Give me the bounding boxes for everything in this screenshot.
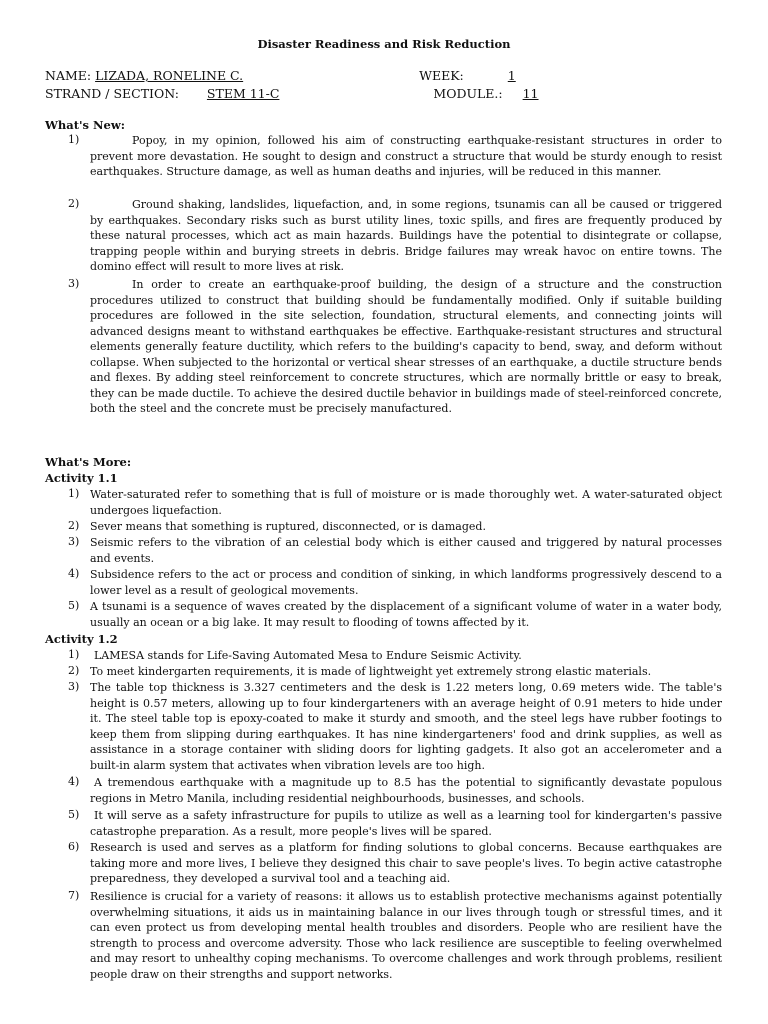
whats-new-item-3: In order to create an earthquake-proof building, the design of a structure and the construction procedures utilized to construct that building should be fundamentally modified. Only if suitable building procedures are followed in the site selection, foundation, structural elements, and connecting joints will advanced designs meant to withstand earthquakes be effective. Earthquake-resistant structures and structural elements generally feature ductility, which refers to the building's capacity to bend, sway, and deform without collapse. When subjected to the horizontal or vertical shear stresses of an earthquake, a ductile structure bends and flexes. By adding steel reinforcement to concrete structures, which are normally brittle or easy to break, they can be made ductile. To achieve the desired ductile behavior in buildings made of steel-reinforced concrete, both the steel and the concrete must be precisely manufactured. <box>90 278 722 415</box>
item-number: 3) <box>68 535 80 548</box>
name-label: NAME: <box>45 68 92 83</box>
activity-1-1-item-1: Water-saturated refer to something that is full of moisture or is made thoroughly wet. A water-saturated object undergoes liquefaction. <box>90 488 722 517</box>
activity-1-2-item-1: LAMESA stands for Life-Saving Automated Mesa to Endure Seismic Activity. <box>94 649 522 662</box>
item-number: 1) <box>68 487 80 500</box>
activity-1-2-heading: Activity 1.2 <box>45 632 118 646</box>
week-value: 1 <box>507 68 516 83</box>
activity-1-2-item-4: A tremendous earthquake with a magnitude up to 8.5 has the potential to significantly devastate populous regions in Metro Manila, including residential neighbourhoods, businesses, and schools. <box>90 776 722 805</box>
item-number: 2) <box>68 197 80 210</box>
item-number: 5) <box>68 599 80 612</box>
strand-row <box>45 86 557 101</box>
item-number: 1) <box>68 648 80 661</box>
item-number: 1) <box>68 133 80 146</box>
activity-1-1-item-5: A tsunami is a sequence of waves created by the displacement of a significant volume of water in a water body, usually an ocean or a big lake. It may result to flooding of towns affected by it. <box>90 600 722 629</box>
item-number: 7) <box>68 889 80 902</box>
strand-value: STEM 11-C <box>206 86 280 101</box>
activity-1-2-item-6: Research is used and serves as a platform for finding solutions to global concerns. Because earthquakes are taking more and more lives, I believe they designed this chair to save people's lives. To begin active catastrophe preparedness, they developed a survival tool and a teaching aid. <box>90 841 722 885</box>
activity-1-2-item-5: It will serve as a safety infrastructure for pupils to utilize as well as a learning tool for kindergarten's passive catastrophe preparation. As a result, more people's lives will be spared. <box>90 809 722 838</box>
whats-new-heading: What's New: <box>45 118 126 132</box>
item-number: 3) <box>68 277 80 290</box>
item-number: 2) <box>68 519 80 532</box>
item-number: 2) <box>68 664 80 677</box>
whats-new-item-2: Ground shaking, landslides, liquefaction, and, in some regions, tsunamis can all be caused or triggered by earthquakes. Secondary risks such as burst utility lines, toxic spills, and fires are frequently produced by these natural processes, which act as main hazards. Buildings have the potential to disintegrate or collapse, trapping people within and burying streets in debris. Bridge failures may wreak havoc on entire towns. The domino effect will result to more lives at risk. <box>90 198 722 273</box>
module-label: MODULE.: <box>433 86 503 101</box>
whats-more-heading: What's More: <box>45 455 132 469</box>
whats-new-item-1: Popoy, in my opinion, followed his aim of constructing earthquake-resistant structures in order to prevent more devastation. He sought to design and construct a structure that would be sturdy enough to resist earthquakes. Structure damage, as well as human deaths and injuries, will be reduced in this manner. <box>90 134 722 178</box>
name-value: LIZADA, RONELINE C. <box>95 68 244 83</box>
module-value: 11 <box>522 86 539 101</box>
activity-1-2-item-3: The table top thickness is 3.327 centimeters and the desk is 1.22 meters long, 0.69 meters wide. The table's height is 0.57 meters, allowing up to four kindergarteners with an average height of 0.91 meters to hide under it. The steel table top is epoxy-coated to make it sturdy and smooth, and the steel legs have rubber footings to keep them from slipping during earthquakes. It has nine kindergarteners' food and drink supplies, as well as assistance in a storage container with sliding doors for lighting gadgets. It also got an accelerometer and a built-in alarm system that activates when vibration levels are too high. <box>90 681 722 772</box>
activity-1-1-item-4: Subsidence refers to the act or process and condition of sinking, in which landforms progressively descend to a lower level as a result of geological movements. <box>90 568 722 597</box>
name-row <box>45 68 576 83</box>
activity-1-1-item-3: Seismic refers to the vibration of an celestial body which is either caused and triggered by natural processes and events. <box>90 536 722 565</box>
item-number: 4) <box>68 775 80 788</box>
item-number: 6) <box>68 840 80 853</box>
strand-label: STRAND / SECTION: <box>45 86 179 101</box>
item-number: 5) <box>68 808 80 821</box>
document-title: Disaster Readiness and Risk Reduction <box>257 37 511 51</box>
activity-1-2-item-2: To meet kindergarten requirements, it is made of lightweight yet extremely strong elastic materials. <box>90 665 652 678</box>
item-number: 3) <box>68 680 80 693</box>
item-number: 4) <box>68 567 80 580</box>
activity-1-1-heading: Activity 1.1 <box>45 471 118 485</box>
week-label: WEEK: <box>419 68 464 83</box>
activity-1-2-item-7: Resilience is crucial for a variety of reasons: it allows us to establish protective mechanisms against potentially overwhelming situations, it aids us in maintaining balance in our lives through tough or stressful times, and it can even protect us from developing mental health troubles and disorders. People who are resilient have the strength to process and overcome adversity. Those who lack resilience are susceptible to feeling overwhelmed and may resort to unhealthy coping mechanisms. To overcome challenges and work through problems, resilient people draw on their strengths and support networks. <box>90 890 722 981</box>
activity-1-1-item-2: Sever means that something is ruptured, disconnected, or is damaged. <box>90 520 486 533</box>
